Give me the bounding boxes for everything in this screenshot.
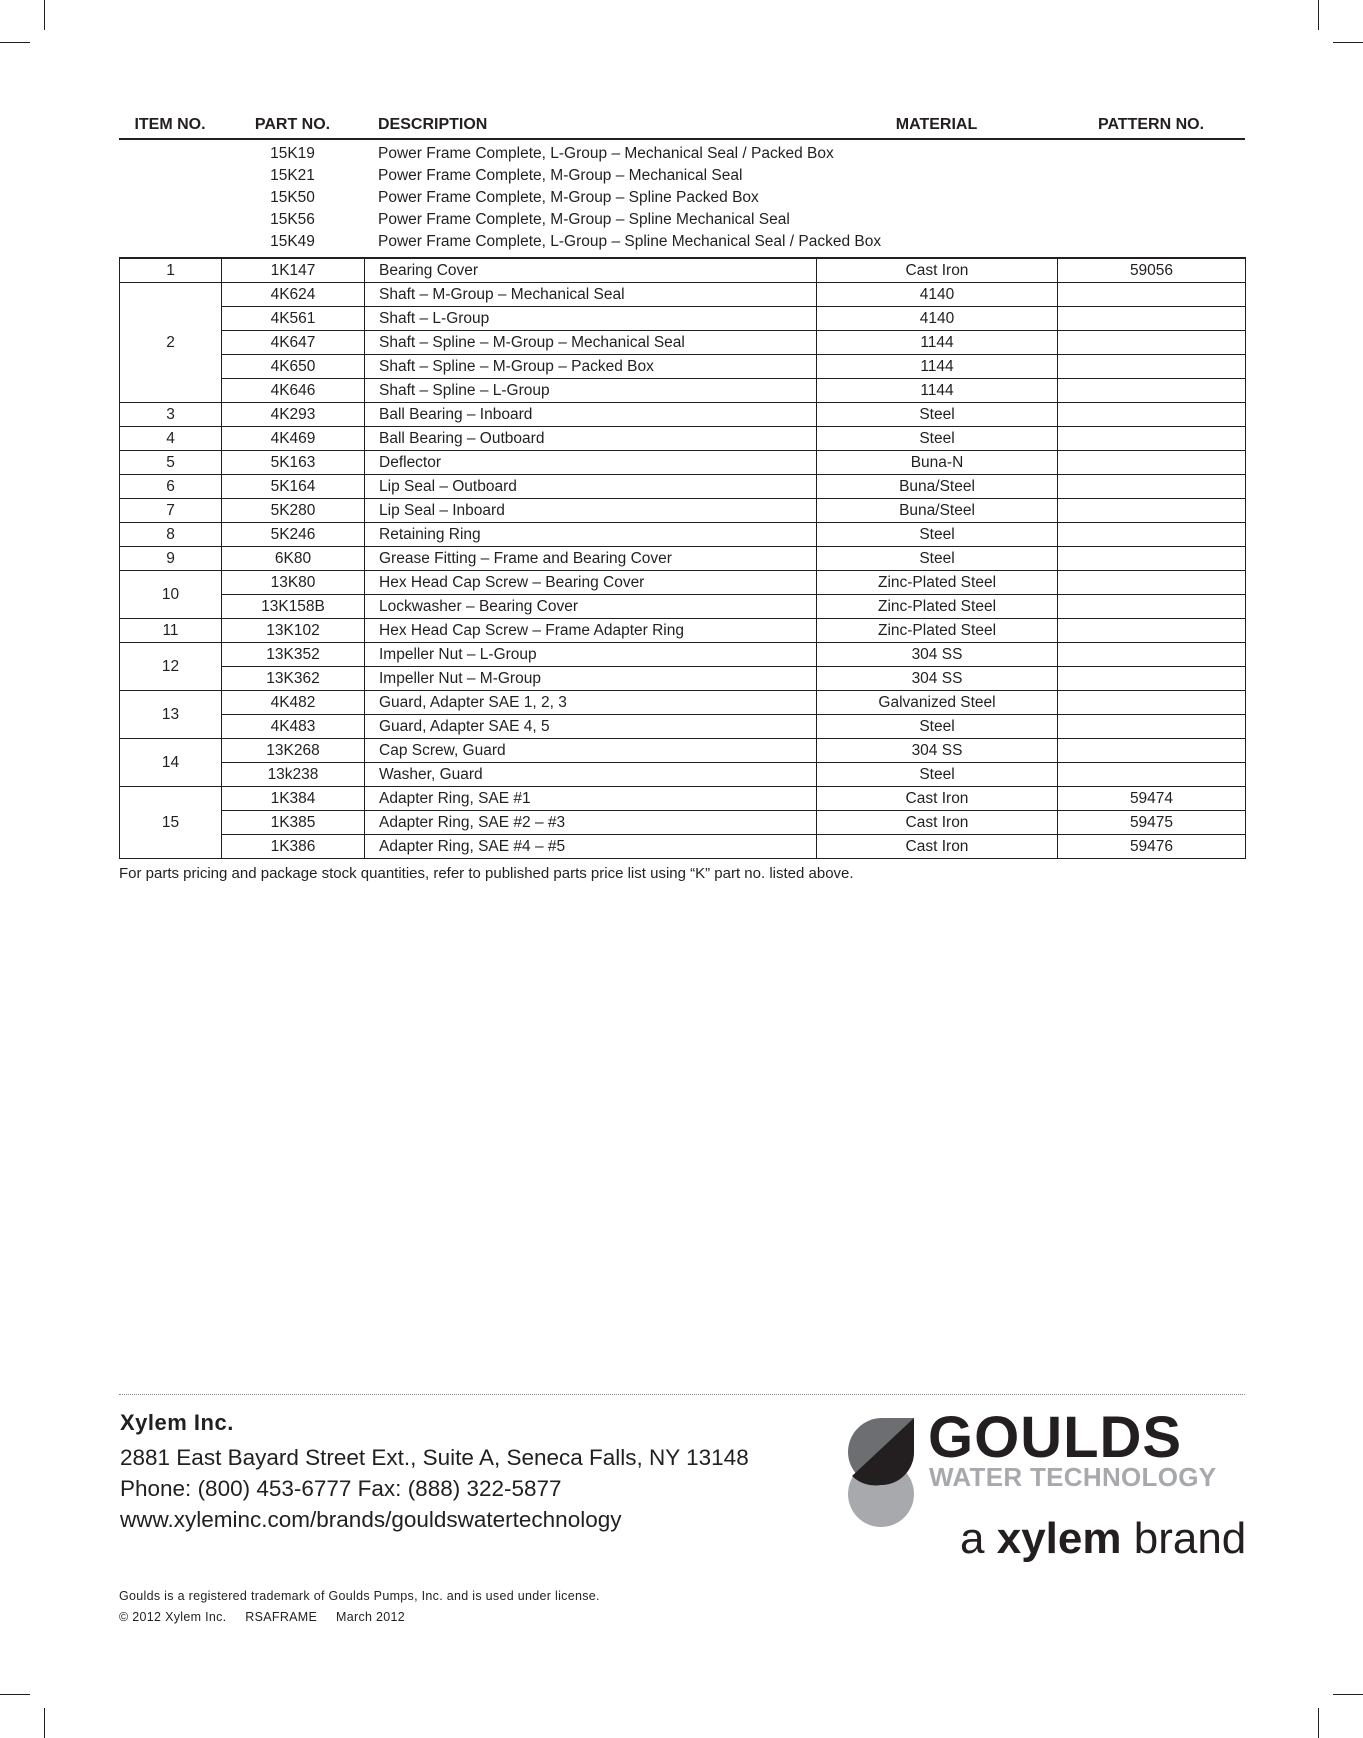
description-cell: Bearing Cover	[365, 258, 817, 283]
pattern-no-cell	[1058, 379, 1246, 403]
item-no-cell: 11	[120, 619, 222, 643]
assembly-row	[119, 231, 1245, 253]
crop-mark	[0, 1694, 30, 1695]
description-cell: Shaft – Spline – M-Group – Packed Box	[365, 355, 817, 379]
pattern-no-cell	[1058, 619, 1246, 643]
material-cell: Zinc-Plated Steel	[817, 571, 1058, 595]
part-no-cell: 4K650	[222, 355, 365, 379]
material-cell: Cast Iron	[817, 835, 1058, 859]
material-cell: Buna/Steel	[817, 499, 1058, 523]
header-pattern-no: PATTERN NO.	[1097, 116, 1205, 133]
part-no-cell: 13K158B	[222, 595, 365, 619]
material-cell: Cast Iron	[817, 811, 1058, 835]
pattern-no-cell	[1058, 739, 1246, 763]
material-cell: 304 SS	[817, 667, 1058, 691]
material-cell: Buna/Steel	[817, 475, 1058, 499]
table-row	[120, 787, 1246, 811]
material-cell: 1144	[817, 331, 1058, 355]
company-info	[120, 1410, 749, 1535]
pattern-no-cell	[1058, 595, 1246, 619]
legal-notice	[119, 1586, 600, 1628]
item-no-cell: 2	[120, 283, 222, 403]
part-no-cell: 1K386	[222, 835, 365, 859]
table-row	[120, 691, 1246, 715]
company-address: 2881 East Bayard Street Ext., Suite A, Seneca Falls, NY 13148	[120, 1445, 749, 1470]
assembly-row	[119, 165, 1245, 187]
table-row	[120, 523, 1246, 547]
description-cell: Deflector	[365, 451, 817, 475]
table-row	[120, 643, 1246, 667]
assembly-description: Power Frame Complete, M-Group – Spline Mechanical Seal	[378, 211, 790, 228]
item-no-cell: 3	[120, 403, 222, 427]
description-cell: Impeller Nut – M-Group	[365, 667, 817, 691]
header-description: DESCRIPTION	[378, 116, 488, 133]
pattern-no-cell	[1058, 403, 1246, 427]
material-cell: Steel	[817, 763, 1058, 787]
crop-mark	[44, 1708, 45, 1738]
assembly-part-no: 15K21	[270, 167, 315, 184]
description-cell: Adapter Ring, SAE #1	[365, 787, 817, 811]
pattern-no-cell	[1058, 643, 1246, 667]
company-name: Xylem Inc.	[120, 1410, 234, 1435]
material-cell: Steel	[817, 403, 1058, 427]
part-no-cell: 1K147	[222, 258, 365, 283]
material-cell: 304 SS	[817, 643, 1058, 667]
item-no-cell: 1	[120, 258, 222, 283]
description-cell: Impeller Nut – L-Group	[365, 643, 817, 667]
assembly-row	[119, 143, 1245, 165]
description-cell: Lockwasher – Bearing Cover	[365, 595, 817, 619]
part-no-cell: 13k238	[222, 763, 365, 787]
part-no-cell: 1K385	[222, 811, 365, 835]
table-row	[120, 619, 1246, 643]
pattern-no-cell: 59476	[1058, 835, 1246, 859]
crop-mark	[0, 42, 30, 43]
table-row	[120, 331, 1246, 355]
part-no-cell: 4K293	[222, 403, 365, 427]
pattern-no-cell	[1058, 475, 1246, 499]
material-cell: Buna-N	[817, 451, 1058, 475]
table-row	[120, 595, 1246, 619]
assembly-part-no: 15K19	[270, 145, 315, 162]
tagline-prefix: a	[960, 1514, 985, 1563]
table-row	[120, 547, 1246, 571]
table-row	[120, 379, 1246, 403]
goulds-logo	[848, 1405, 1248, 1570]
part-no-cell: 13K80	[222, 571, 365, 595]
item-no-cell: 10	[120, 571, 222, 619]
trademark-notice: Goulds is a registered trademark of Goulds Pumps, Inc. and is used under license.	[119, 1589, 600, 1603]
assembly-description: Power Frame Complete, M-Group – Mechanical Seal	[378, 167, 743, 184]
assembly-description: Power Frame Complete, M-Group – Spline Packed Box	[378, 189, 759, 206]
description-cell: Shaft – L-Group	[365, 307, 817, 331]
pattern-no-cell	[1058, 523, 1246, 547]
table-row	[120, 811, 1246, 835]
goulds-drop-icon	[848, 1414, 918, 1529]
table-row	[120, 403, 1246, 427]
assembly-part-no: 15K56	[270, 211, 315, 228]
table-row	[120, 499, 1246, 523]
description-cell: Adapter Ring, SAE #2 – #3	[365, 811, 817, 835]
description-cell: Cap Screw, Guard	[365, 739, 817, 763]
crop-mark	[1333, 1694, 1363, 1695]
table-row	[120, 258, 1246, 283]
crop-mark	[1318, 1708, 1319, 1738]
material-cell: 1144	[817, 379, 1058, 403]
xylem-brand-tagline	[960, 1514, 1246, 1564]
pattern-no-cell	[1058, 763, 1246, 787]
description-cell: Shaft – Spline – L-Group	[365, 379, 817, 403]
description-cell: Adapter Ring, SAE #4 – #5	[365, 835, 817, 859]
item-no-cell: 8	[120, 523, 222, 547]
table-row	[120, 427, 1246, 451]
pattern-no-cell	[1058, 451, 1246, 475]
description-cell: Guard, Adapter SAE 1, 2, 3	[365, 691, 817, 715]
part-no-cell: 13K362	[222, 667, 365, 691]
part-no-cell: 5K164	[222, 475, 365, 499]
description-cell: Shaft – M-Group – Mechanical Seal	[365, 283, 817, 307]
description-cell: Ball Bearing – Inboard	[365, 403, 817, 427]
material-cell: Zinc-Plated Steel	[817, 595, 1058, 619]
pattern-no-cell: 59474	[1058, 787, 1246, 811]
crop-mark	[1333, 42, 1363, 43]
part-no-cell: 4K624	[222, 283, 365, 307]
xylem-wordmark: xylem	[996, 1514, 1122, 1563]
assembly-description: Power Frame Complete, L-Group – Mechanical Seal / Packed Box	[378, 145, 834, 162]
item-no-cell: 6	[120, 475, 222, 499]
material-cell: 1144	[817, 355, 1058, 379]
part-no-cell: 13K268	[222, 739, 365, 763]
part-no-cell: 5K246	[222, 523, 365, 547]
tagline-suffix: brand	[1133, 1514, 1247, 1563]
document-date: March 2012	[336, 1610, 406, 1624]
pattern-no-cell	[1058, 667, 1246, 691]
description-cell: Ball Bearing – Outboard	[365, 427, 817, 451]
document-code: RSAFRAME	[245, 1610, 318, 1624]
goulds-wordmark: GOULDS	[928, 1405, 1183, 1470]
crop-mark	[1318, 0, 1319, 30]
material-cell: 304 SS	[817, 739, 1058, 763]
part-no-cell: 1K384	[222, 787, 365, 811]
description-cell: Hex Head Cap Screw – Bearing Cover	[365, 571, 817, 595]
table-row	[120, 451, 1246, 475]
material-cell: Steel	[817, 427, 1058, 451]
pattern-no-cell	[1058, 307, 1246, 331]
material-cell: 4140	[817, 283, 1058, 307]
table-row	[120, 715, 1246, 739]
header-material: MATERIAL	[895, 116, 978, 133]
item-no-cell: 4	[120, 427, 222, 451]
table-row	[120, 739, 1246, 763]
table-row	[120, 475, 1246, 499]
item-no-cell: 15	[120, 787, 222, 859]
table-row	[120, 571, 1246, 595]
material-cell: 4140	[817, 307, 1058, 331]
pattern-no-cell	[1058, 355, 1246, 379]
item-no-cell: 13	[120, 691, 222, 739]
header-part-no: PART NO.	[254, 116, 331, 133]
part-no-cell: 4K647	[222, 331, 365, 355]
material-cell: Zinc-Plated Steel	[817, 619, 1058, 643]
pattern-no-cell	[1058, 571, 1246, 595]
part-no-cell: 4K646	[222, 379, 365, 403]
item-no-cell: 7	[120, 499, 222, 523]
header-item-no: ITEM NO.	[134, 116, 206, 133]
water-technology-wordmark: WATER TECHNOLOGY	[929, 1462, 1217, 1492]
table-header	[119, 112, 1245, 140]
company-phone-fax: Phone: (800) 453-6777 Fax: (888) 322-5877	[120, 1476, 562, 1501]
description-cell: Shaft – Spline – M-Group – Mechanical Seal	[365, 331, 817, 355]
copyright: © 2012 Xylem Inc.	[119, 1610, 227, 1624]
description-cell: Washer, Guard	[365, 763, 817, 787]
pattern-no-cell	[1058, 547, 1246, 571]
parts-list	[119, 112, 1245, 882]
parts-table	[119, 257, 1246, 859]
table-row	[120, 835, 1246, 859]
material-cell: Steel	[817, 547, 1058, 571]
footer-divider	[119, 1394, 1245, 1395]
part-no-cell: 4K469	[222, 427, 365, 451]
assembly-part-no: 15K49	[270, 233, 315, 250]
material-cell: Cast Iron	[817, 787, 1058, 811]
material-cell: Steel	[817, 523, 1058, 547]
item-no-cell: 5	[120, 451, 222, 475]
pattern-no-cell	[1058, 499, 1246, 523]
material-cell: Galvanized Steel	[817, 691, 1058, 715]
part-no-cell: 4K482	[222, 691, 365, 715]
assembly-description: Power Frame Complete, L-Group – Spline Mechanical Seal / Packed Box	[378, 233, 882, 250]
description-cell: Lip Seal – Inboard	[365, 499, 817, 523]
item-no-cell: 9	[120, 547, 222, 571]
table-row	[120, 667, 1246, 691]
table-row	[120, 763, 1246, 787]
part-no-cell: 5K163	[222, 451, 365, 475]
table-row	[120, 283, 1246, 307]
part-no-cell: 4K561	[222, 307, 365, 331]
pattern-no-cell: 59056	[1058, 258, 1246, 283]
pattern-no-cell: 59475	[1058, 811, 1246, 835]
material-cell: Steel	[817, 715, 1058, 739]
pattern-no-cell	[1058, 283, 1246, 307]
item-no-cell: 12	[120, 643, 222, 691]
crop-mark	[44, 0, 45, 30]
pattern-no-cell	[1058, 715, 1246, 739]
assembly-list	[119, 140, 1245, 257]
copyright-line	[119, 1607, 600, 1628]
pattern-no-cell	[1058, 427, 1246, 451]
assembly-part-no: 15K50	[270, 189, 315, 206]
assembly-row	[119, 209, 1245, 231]
part-no-cell: 13K102	[222, 619, 365, 643]
pattern-no-cell	[1058, 331, 1246, 355]
description-cell: Hex Head Cap Screw – Frame Adapter Ring	[365, 619, 817, 643]
table-row	[120, 355, 1246, 379]
table-row	[120, 307, 1246, 331]
description-cell: Grease Fitting – Frame and Bearing Cover	[365, 547, 817, 571]
part-no-cell: 6K80	[222, 547, 365, 571]
item-no-cell: 14	[120, 739, 222, 787]
description-cell: Guard, Adapter SAE 4, 5	[365, 715, 817, 739]
description-cell: Lip Seal – Outboard	[365, 475, 817, 499]
part-no-cell: 13K352	[222, 643, 365, 667]
assembly-row	[119, 187, 1245, 209]
part-no-cell: 4K483	[222, 715, 365, 739]
description-cell: Retaining Ring	[365, 523, 817, 547]
pricing-note: For parts pricing and package stock quantities, refer to published parts price list using “K” part no. listed above.	[119, 865, 854, 882]
material-cell: Cast Iron	[817, 258, 1058, 283]
company-website[interactable]: www.xyleminc.com/brands/gouldswatertechnology	[120, 1507, 622, 1532]
pattern-no-cell	[1058, 691, 1246, 715]
part-no-cell: 5K280	[222, 499, 365, 523]
